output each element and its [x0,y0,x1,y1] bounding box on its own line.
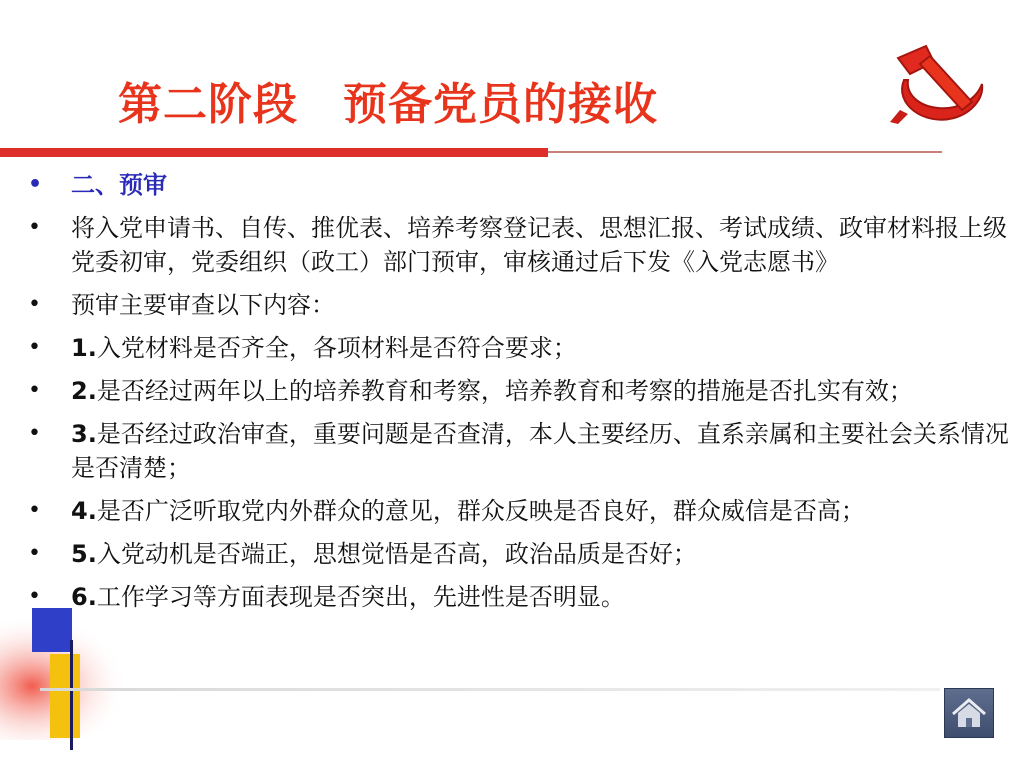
list-item: • 4.是否广泛听取党内外群众的意见，群众反映是否良好，群众威信是否高； [28,497,865,525]
footer-rule [40,688,940,691]
list-item: • 5.入党动机是否端正，思想觉悟是否高，政治品质是否好； [28,540,697,568]
item-text: 二、预审 [71,171,167,199]
item-text: 预审主要审查以下内容： [71,291,335,319]
hammer-sickle-icon [884,40,992,126]
item-number: 4. [71,497,97,525]
list-item: • 6.工作学习等方面表现是否突出，先进性是否明显。 [28,583,625,611]
home-button[interactable] [944,688,994,738]
list-item: • 将入党申请书、自传、推优表、培养考察登记表、思想汇报、考试成绩、政审材料报上级党委初审，党委组织（政工）部门预审，审核通过后下发《入党志愿书》 [28,214,1007,276]
list-item: • 1.入党材料是否齐全，各项材料是否符合要求； [28,334,577,362]
list-item: • 2.是否经过两年以上的培养教育和考察，培养教育和考察的措施是否扎实有效； [28,377,913,405]
home-icon [945,689,993,737]
title-underline [0,148,548,157]
list-item: • 3.是否经过政治审查，重要问题是否查清，本人主要经历、直系亲属和主要社会关系情况是否清楚； [28,420,1009,482]
bullet-list [26,168,1016,623]
item-text: 是否广泛听取党内外群众的意见，群众反映是否良好，群众威信是否高； [96,497,865,525]
list-item: • 预审主要审查以下内容： [28,291,335,319]
item-number: 5. [71,540,97,568]
item-number: 3. [71,420,97,448]
item-number: 2. [71,377,97,405]
item-text: 将入党申请书、自传、推优表、培养考察登记表、思想汇报、考试成绩、政审材料报上级党委初审，党委组织（政工）部门预审，审核通过后下发《入党志愿书》 [71,214,1007,276]
list-item: • 二、预审 [28,171,167,199]
title-underline-thin [548,151,942,153]
item-number: 6. [71,583,97,611]
item-number: 1. [71,334,97,362]
item-text: 入党材料是否齐全，各项材料是否符合要求； [96,334,577,362]
corner-decoration [0,600,260,768]
item-text: 入党动机是否端正，思想觉悟是否高，政治品质是否好； [96,540,697,568]
slide-title: 第二阶段 预备党员的接收 [118,79,658,130]
item-text: 工作学习等方面表现是否突出，先进性是否明显。 [96,583,625,611]
item-text: 是否经过两年以上的培养教育和考察，培养教育和考察的措施是否扎实有效； [96,377,913,405]
item-text: 是否经过政治审查，重要问题是否查清，本人主要经历、直系亲属和主要社会关系情况是否清楚； [71,420,1009,482]
